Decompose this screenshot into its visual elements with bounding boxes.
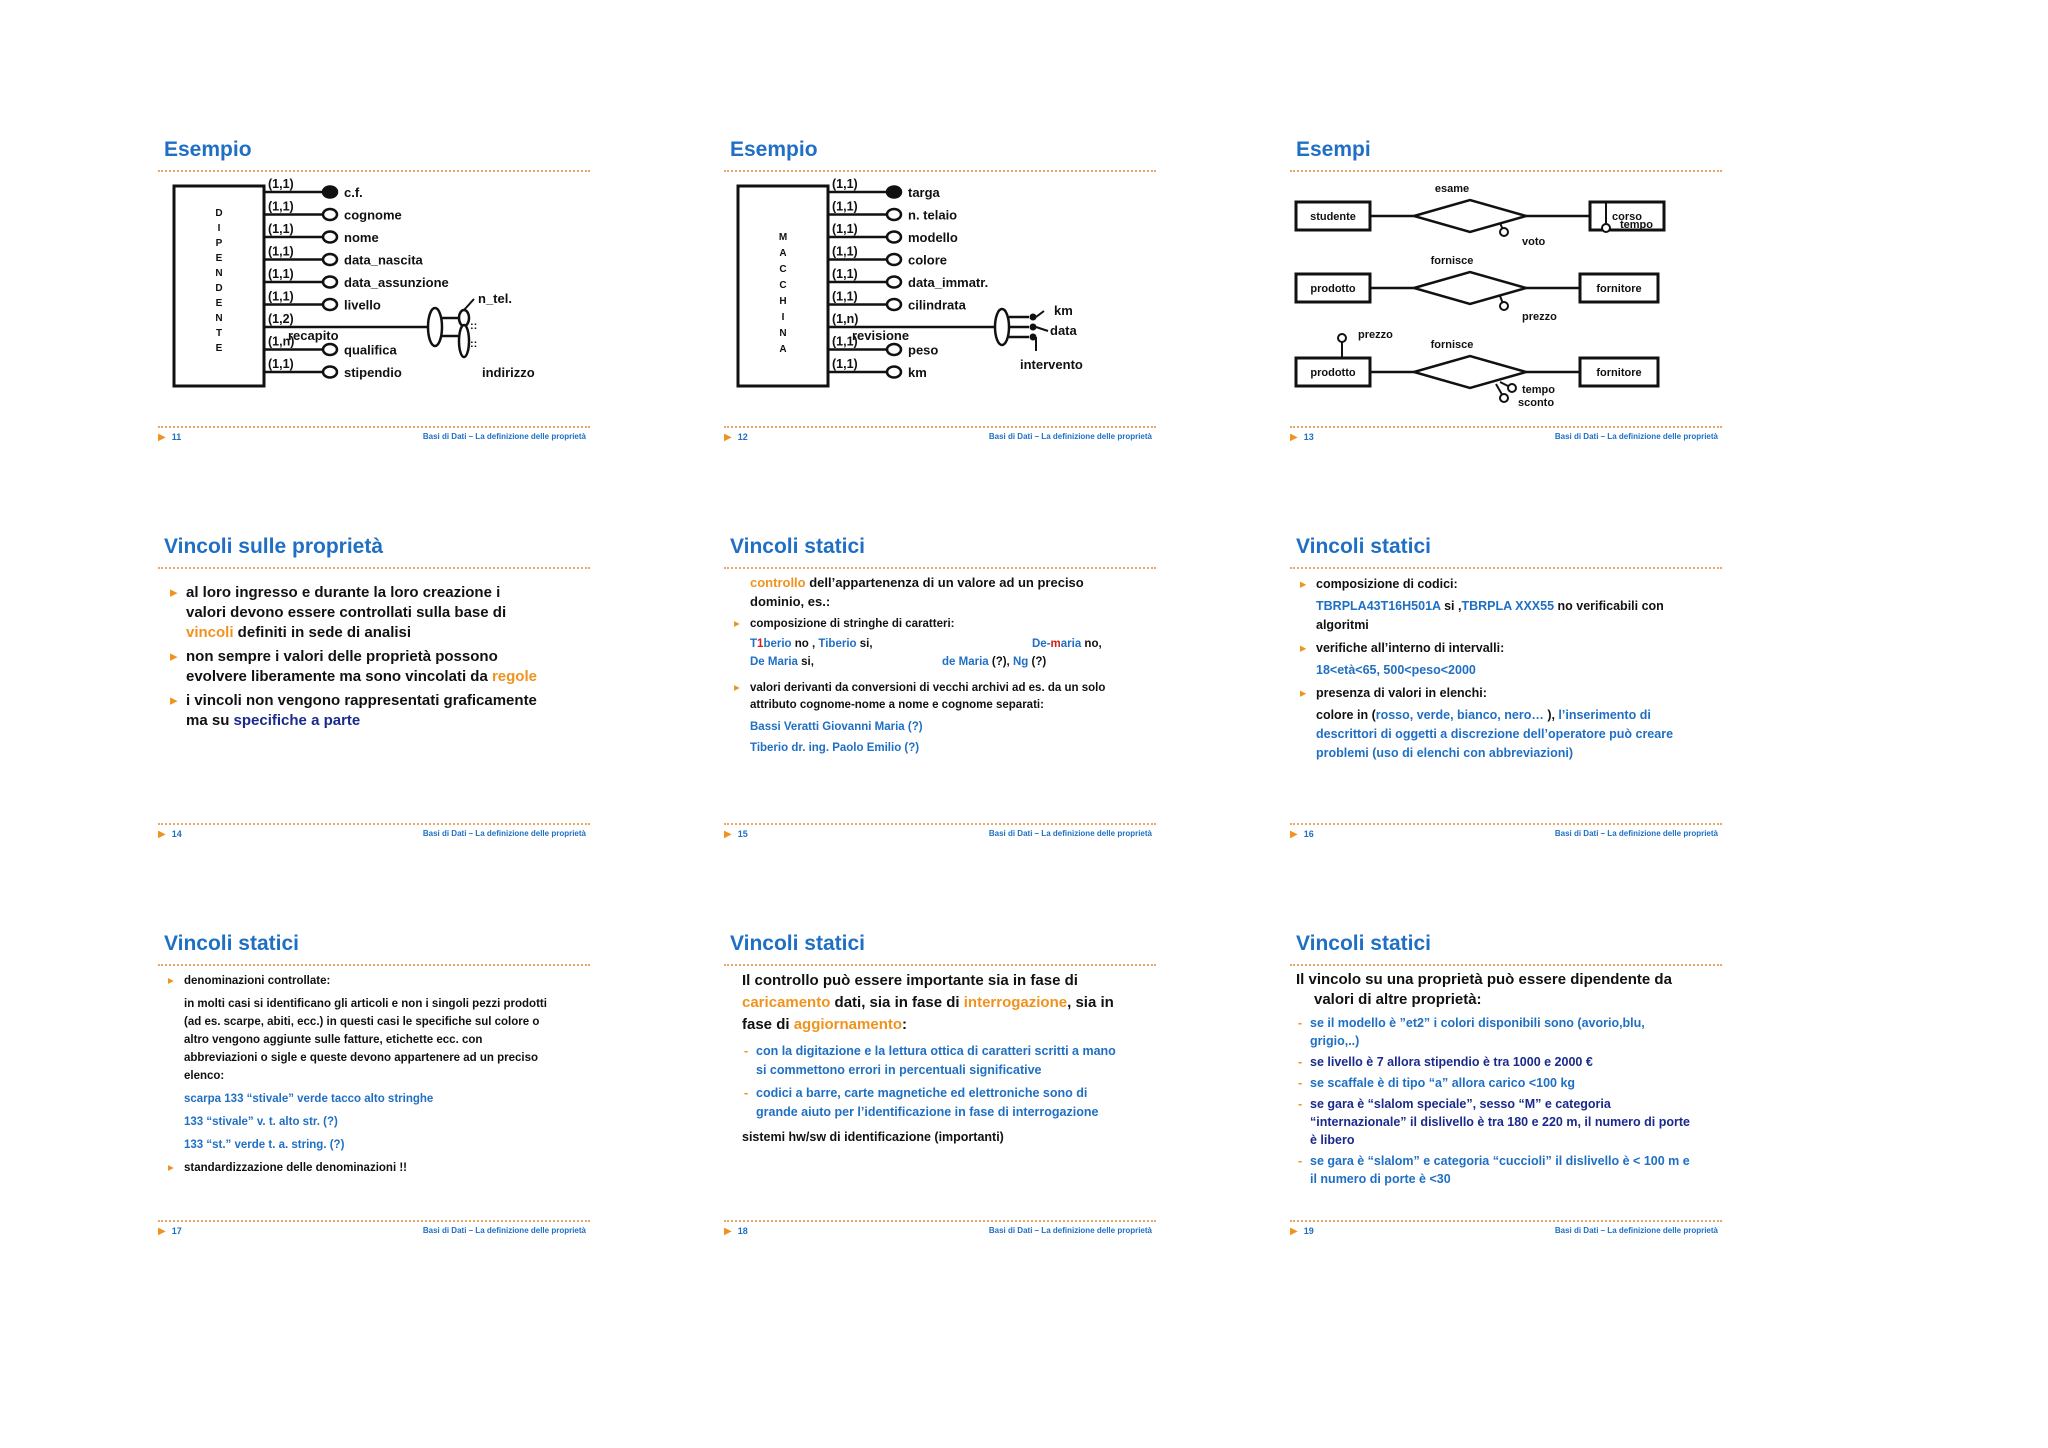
title-divider: [1290, 170, 1722, 172]
slide-number: ▶ 12: [724, 432, 748, 443]
footer-divider: [1290, 1220, 1722, 1222]
relationship-label: esame: [1434, 183, 1470, 195]
dash-item: - se il modello è ”et2” i colori disponibili sono (avorio,blu, grigio,..): [1296, 1014, 1692, 1050]
cardinality-label: (1,1): [268, 222, 294, 236]
footer-divider: [724, 823, 1156, 825]
slide-number: ▶ 13: [1290, 432, 1314, 443]
dash-item: - se gara è “slalom speciale”, sesso “M” e categoria “internazionale” il dislivello è tra 180 e 220 m, il numero di porte è libero: [1296, 1095, 1692, 1149]
bullet-item: ▸ denominazioni controllate:: [166, 972, 550, 990]
relationship-label: fornisce: [1430, 255, 1474, 267]
attribute-circle: [323, 254, 337, 265]
sub-attribute-label: data: [1050, 323, 1077, 338]
bullet-item: ▸ presenza di valori in elenchi:: [1298, 684, 1702, 703]
sub-attribute-dot: [1030, 314, 1037, 321]
cardinality-label: (1,1): [268, 244, 294, 259]
codes-example: TBRPLA43T16H501A si ,TBRPLA XXX55 no verificabili con algoritmi: [1316, 599, 1664, 632]
slide-title: Vincoli statici: [730, 932, 865, 955]
attribute-circle: [887, 254, 901, 265]
attribute-circle: [887, 232, 901, 243]
footer-divider: [158, 426, 590, 428]
sub-attribute-oval: [459, 310, 469, 326]
example-line: de Maria (?), Ng (?): [942, 656, 1047, 668]
cardinality-label: (1,1): [832, 267, 858, 281]
entity-letter: I: [781, 312, 785, 323]
slide-number: ▶ 11: [158, 432, 181, 443]
slide-footer: Basi di Dati – La definizione delle proprietà: [422, 829, 586, 838]
cardinality-label: (1,1): [268, 357, 294, 371]
attribute-label: data_assunzione: [344, 275, 449, 290]
example-line: T1berio no , Tiberio si,: [750, 638, 873, 650]
footer-divider: [724, 426, 1156, 428]
multi-dots: ::: [470, 338, 478, 350]
connector-line: [1036, 327, 1048, 331]
relationship-label: fornisce: [1430, 339, 1474, 351]
intro-text: Il controllo può essere importante sia in fase di caricamento dati, sia in fase di interrogazione, sia in fase di aggiornamento:: [742, 972, 1114, 1033]
entity-letter: E: [215, 298, 223, 309]
multi-dots: ::: [470, 320, 478, 332]
attribute-label: tempo: [1522, 384, 1555, 396]
entity-label: fornitore: [1596, 367, 1642, 379]
title-divider: [1290, 964, 1722, 966]
composite-attribute-oval: [428, 308, 442, 346]
title-divider: [158, 567, 590, 569]
slide-number: ▶ 18: [724, 1226, 748, 1237]
dash-item: - se livello è 7 allora stipendio è tra 1000 e 2000 €: [1296, 1053, 1692, 1071]
range-example: 18<età<65, 500<peso<2000: [1316, 663, 1476, 677]
attribute-label: prezzo: [1522, 311, 1557, 323]
footer-divider: [158, 823, 590, 825]
identifier-circle: [323, 187, 337, 198]
slide-14: [158, 533, 590, 853]
composite-attribute-oval: [995, 309, 1009, 345]
bullet-item: ▸ composizione di stringhe di caratteri:: [732, 616, 1126, 633]
slide-number: ▶ 15: [724, 829, 748, 840]
cardinality-label: (1,1): [832, 177, 858, 191]
attribute-label: peso: [908, 342, 939, 358]
attribute-circle: [887, 277, 901, 288]
sub-attribute-label: indirizzo: [482, 365, 535, 380]
attribute-label: sconto: [1518, 397, 1555, 409]
sub-attribute-label: intervento: [1020, 357, 1083, 372]
attribute-label: km: [908, 365, 927, 380]
cardinality-label: (1,1): [268, 267, 294, 281]
entity-letter: H: [779, 296, 787, 307]
slide-body: [166, 972, 550, 1177]
slide-footer: Basi di Dati – La definizione delle proprietà: [1554, 432, 1718, 441]
entity-letter: D: [215, 283, 223, 294]
title-divider: [1290, 567, 1722, 569]
attribute-circle: [887, 344, 901, 355]
attribute-label: revisione: [852, 328, 910, 343]
entity-label: fornitore: [1596, 283, 1642, 295]
bullet-item: ▸ valori derivanti da conversioni di vecchi archivi ad es. da un solo attributo cognome-nome a nome e cognome separati:: [732, 680, 1126, 714]
cardinality-label: (1,n): [268, 334, 295, 349]
attribute-circle: [887, 209, 901, 220]
entity-letter: P: [215, 238, 223, 249]
slide-number: ▶ 14: [158, 829, 182, 840]
entity-letter: N: [215, 313, 223, 324]
slide-body: [742, 970, 1116, 1146]
attribute-label: stipendio: [344, 365, 402, 380]
slide-title: Esempi: [1296, 138, 1371, 161]
identifier-circle: [887, 187, 901, 198]
bullet-item: ▸ composizione di codici:: [1298, 575, 1702, 594]
er-diagram-dipendente: [158, 176, 590, 426]
cardinality-label: (1,1): [832, 334, 858, 349]
title-divider: [724, 964, 1156, 966]
attribute-label: prezzo: [1358, 329, 1393, 341]
cardinality-label: (1,1): [832, 199, 858, 214]
slide-13: [1290, 136, 1722, 456]
title-divider: [724, 170, 1156, 172]
cardinality-label: (1,1): [268, 289, 294, 304]
slide-footer: Basi di Dati – La definizione delle proprietà: [988, 432, 1152, 441]
attribute-circle: [323, 232, 337, 243]
slide-number: ▶ 19: [1290, 1226, 1314, 1237]
attribute-circle: [1338, 334, 1346, 342]
slide-body: [168, 583, 540, 731]
cardinality-label: (1,1): [268, 199, 294, 214]
slide-number: ▶ 17: [158, 1226, 182, 1237]
relationship-diamond: [1414, 272, 1526, 304]
slide-title: Esempio: [730, 138, 818, 161]
attribute-circle: [323, 344, 337, 355]
attribute-label: colore: [908, 252, 948, 268]
relationship-diamond: [1414, 200, 1526, 232]
footer-divider: [1290, 426, 1722, 428]
attribute-circle: [323, 209, 337, 220]
example-line: De-maria no,: [1032, 638, 1102, 650]
example-line: 133 “st.” verde t. a. string. (?): [184, 1139, 345, 1151]
entity-label: prodotto: [1310, 283, 1356, 295]
entity-label: corso: [1612, 211, 1642, 223]
slide-body: [1296, 970, 1692, 1188]
dash-item: - se scaffale è di tipo “a” allora carico <100 kg: [1296, 1074, 1692, 1092]
attribute-circle: [323, 299, 337, 310]
attribute-circle: [323, 277, 337, 288]
slide-footer: Basi di Dati – La definizione delle proprietà: [988, 1226, 1152, 1235]
bullet-item: ▸ al loro ingresso e durante la loro creazione i valori devono essere controllati sulla base di vincoli definiti in sede di analisi: [168, 583, 540, 643]
attribute-label: livello: [344, 297, 381, 313]
sub-attribute-label: n_tel.: [478, 291, 512, 306]
entity-letter: E: [215, 343, 223, 354]
slide-footer: Basi di Dati – La definizione delle proprietà: [1554, 1226, 1718, 1235]
attribute-circle: [1602, 224, 1610, 232]
attribute-label: data_immatr.: [908, 275, 989, 290]
connector-line: [464, 299, 474, 310]
attribute-circle: [323, 367, 337, 378]
attribute-label: n. telaio: [908, 207, 958, 223]
slide-footer: Basi di Dati – La definizione delle proprietà: [422, 432, 586, 441]
slide-title: Vincoli statici: [1296, 535, 1431, 558]
entity-letter: I: [217, 223, 221, 234]
attribute-circle: [1500, 394, 1508, 402]
attribute-label: voto: [1522, 236, 1546, 248]
bullet-item: ▸ non sempre i valori delle proprietà possono evolvere liberamente ma sono vincolati da regole: [168, 647, 540, 687]
slide-title: Vincoli statici: [1296, 932, 1431, 955]
bullet-item: ▸ verifiche all’interno di intervalli:: [1298, 639, 1702, 658]
slide-footer: Basi di Dati – La definizione delle proprietà: [1554, 829, 1718, 838]
slide-19: [1290, 930, 1722, 1250]
entity-letter: A: [779, 344, 787, 355]
entity-label: prodotto: [1310, 367, 1356, 379]
example-line: Tiberio dr. ing. Paolo Emilio (?): [750, 742, 920, 754]
entity-label: studente: [1310, 211, 1356, 223]
slide-body: [732, 573, 1126, 757]
example-line: 133 “stivale” v. t. alto str. (?): [184, 1116, 338, 1128]
entity-letter: N: [215, 268, 223, 279]
cardinality-label: (1,n): [832, 312, 859, 326]
attribute-circle: [1500, 228, 1508, 236]
entity-letter: D: [215, 208, 223, 219]
slide-body: [1298, 575, 1702, 763]
attribute-label: cognome: [344, 207, 402, 223]
attribute-circle: [887, 367, 901, 378]
example-line: Bassi Veratti Giovanni Maria (?): [750, 721, 923, 733]
attribute-label: targa: [908, 185, 940, 200]
attribute-label: tempo: [1620, 219, 1653, 231]
attribute-circle: [1508, 384, 1516, 392]
title-divider: [724, 567, 1156, 569]
dash-item: - codici a barre, carte magnetiche ed elettroniche sono di grande aiuto per l’identificazione in fase di interrogazione: [742, 1084, 1116, 1122]
slide-title: Esempio: [164, 138, 252, 161]
slide-16: [1290, 533, 1722, 853]
footer-divider: [158, 1220, 590, 1222]
intro-text: controllo dell’appartenenza di un valore ad un preciso dominio, es.:: [750, 575, 1084, 609]
relationship-diamond: [1414, 356, 1526, 388]
attribute-circle: [887, 299, 901, 310]
cardinality-label: (1,1): [832, 357, 858, 371]
connector-line: [1036, 311, 1044, 317]
cardinality-label: (1,1): [832, 244, 858, 259]
bullet-item: ▸ standardizzazione delle denominazioni !!: [166, 1159, 550, 1177]
entity-letter: A: [779, 248, 787, 259]
entity-letter: C: [779, 264, 787, 275]
string-examples: [732, 636, 1126, 672]
attribute-label: qualifica: [344, 342, 397, 358]
slide-17: [158, 930, 590, 1250]
title-divider: [158, 170, 590, 172]
bullet-item: ▸ i vincoli non vengono rappresentati graficamente ma su specifiche a parte: [168, 691, 540, 731]
cardinality-label: (1,1): [268, 177, 294, 191]
sub-attribute-label: km: [1054, 303, 1073, 318]
sub-attribute-oval: [459, 325, 469, 357]
attribute-label: nome: [344, 230, 379, 245]
dash-item: - se gara è “slalom” e categoria “cuccioli” il dislivello è < 100 m e il numero di porte è <30: [1296, 1152, 1692, 1188]
paragraph: in molti casi si identificano gli articoli e non i singoli pezzi prodotti (ad es. scarpe, abiti, ecc.) in questi casi le specifiche sul colore o altro vengono aggiunte sulle fatture, etichette ecc. con abbreviazioni o sigle e queste devono appartenere ad un preciso elenco:: [184, 998, 547, 1082]
entity-letter: E: [215, 253, 223, 264]
er-diagram-macchina: [724, 176, 1156, 426]
slide-15: [724, 533, 1156, 853]
footer-divider: [724, 1220, 1156, 1222]
example-line: De Maria si,: [750, 656, 814, 668]
entity-letter: T: [215, 328, 223, 339]
closing-text: sistemi hw/sw di identificazione (importanti): [742, 1130, 1004, 1144]
slide-number: ▶ 16: [1290, 829, 1314, 840]
slide-footer: Basi di Dati – La definizione delle proprietà: [422, 1226, 586, 1235]
title-divider: [158, 964, 590, 966]
example-line: scarpa 133 “stivale” verde tacco alto stringhe: [184, 1093, 434, 1105]
attribute-label: modello: [908, 230, 958, 245]
footer-divider: [1290, 823, 1722, 825]
slide-12: [724, 136, 1156, 456]
er-diagram-relationships: [1290, 176, 1722, 426]
sub-attribute-dot: [1030, 324, 1037, 331]
entity-letter: N: [779, 328, 787, 339]
entity-letter: C: [779, 280, 787, 291]
entity-letter: M: [778, 232, 788, 243]
slide-11: [158, 136, 590, 456]
attribute-label: recapito: [288, 328, 339, 343]
cardinality-label: (1,2): [268, 312, 294, 326]
slide-title: Vincoli statici: [730, 535, 865, 558]
slide-18: [724, 930, 1156, 1250]
intro-text: Il vincolo su una proprietà può essere dipendente da valori di altre proprietà:: [1296, 971, 1672, 1008]
attribute-label: data_nascita: [344, 252, 423, 268]
slide-title: Vincoli sulle proprietà: [164, 535, 384, 558]
cardinality-label: (1,1): [832, 222, 858, 236]
cardinality-label: (1,1): [832, 289, 858, 304]
attribute-circle: [1500, 302, 1508, 310]
dash-item: - con la digitazione e la lettura ottica di caratteri scritti a mano si commettono errori in percentuali significative: [742, 1042, 1116, 1080]
slide-title: Vincoli statici: [164, 932, 299, 955]
attribute-label: c.f.: [344, 185, 363, 200]
list-example: colore in (rosso, verde, bianco, nero… ), l’inserimento di descrittori di oggetti a discrezione dell’operatore può creare problemi (uso di elenchi con abbreviazioni): [1316, 708, 1674, 760]
attribute-label: cilindrata: [908, 297, 966, 313]
slide-footer: Basi di Dati – La definizione delle proprietà: [988, 829, 1152, 838]
